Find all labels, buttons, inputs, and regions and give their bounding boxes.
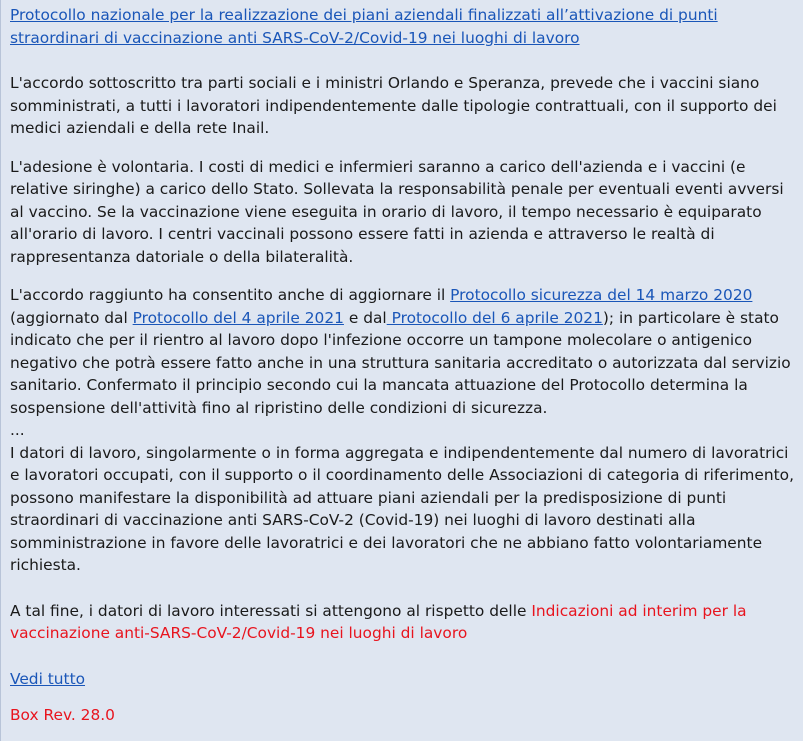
protocollo-4-aprile-link[interactable]: Protocollo del 4 aprile 2021	[132, 308, 344, 327]
spacer	[10, 577, 795, 600]
spacer	[10, 690, 795, 704]
revision-label: Box Rev. 28.0	[10, 706, 115, 724]
paragraph-adesione: L'adesione è volontaria. I costi di medici e infermieri saranno a carico dell'azienda e i vaccini (e relative siringhe) a carico dello Stato. Sollevata la responsabilità penale per eventuali eventi avversi al vaccino. Se la vaccinazione viene eseguita in orario di lavoro, il tempo necessario è equiparato all'orario di lavoro. I centri vaccinali possono essere fatti in azienda e attraverso le realtà di rappresentanza datoriale o della bilateralità.	[10, 157, 784, 266]
spacer	[10, 645, 795, 668]
paragraph-datori: I datori di lavoro, singolarmente o in forma aggregata e indipendentemente dal numero di lavoratrici e lavoratori occupati, con il supporto o il coordinamento delle Associazioni di categoria di riferimento, possono manifestare la disponibilità ad attuare piani aziendali per la predisposizione di punti straordinari di vaccinazione anti SARS-CoV-2 (Covid-19) nei luoghi di lavoro destinati alla somministrazione in favore delle lavoratrici e dei lavoratori che ne abbiano fatto volontariamente richiesta.	[10, 443, 794, 574]
paragraph-indicazioni	[10, 600, 795, 645]
protocollo-14-marzo-link[interactable]: Protocollo sicurezza del 14 marzo 2020	[450, 286, 753, 304]
text-fragment: ); in particolare è stato indicato che per il rientro al lavoro dopo l'infezione occorre un tampone molecolare o antigenico negativo che potrà essere fatto anche in una struttura sanitaria accreditato o autorizzata dal servizio sanitario. Confermato il principio secondo cui la mancata attuazione del Protocollo determina la sospensione dell'attività fino al ripristino delle condizioni di sicurezza.	[10, 308, 791, 417]
indicazioni-highlight: Indicazioni ad interim per la vaccinazione anti-SARS-CoV-2/Covid-19 nei luoghi di lavoro	[10, 601, 747, 642]
paragraph-aggiornamento	[10, 284, 795, 419]
see-all-paragraph	[10, 668, 795, 691]
spacer	[10, 140, 795, 156]
text-fragment: L'accordo raggiunto ha consentito anche di aggiornare il	[10, 286, 451, 304]
protocol-title-link[interactable]: Protocollo nazionale per la realizzazione dei piani aziendali finalizzati all’attivazione di punti straordinari di vaccinazione anti SARS-CoV-2/Covid-19 nei luoghi di lavoro	[10, 6, 718, 47]
see-all-link[interactable]: Vedi tutto	[10, 669, 86, 688]
spacer	[10, 268, 795, 284]
title-paragraph	[10, 4, 795, 49]
paragraph-accordo: L'accordo sottoscritto tra parti sociali e i ministri Orlando e Speranza, prevede che i vaccini siano somministrati, a tutti i lavoratori indipendentemente dalle tipologie contrattuali, con il supporto dei medici aziendali e della rete Inail.	[10, 74, 777, 137]
spacer	[10, 49, 795, 72]
text-fragment: (aggiornato dal	[10, 308, 133, 327]
ellipsis: ...	[10, 421, 25, 439]
text-fragment: e dal	[343, 308, 387, 327]
protocollo-6-aprile-link[interactable]: Protocollo del 6 aprile 2021	[386, 308, 603, 327]
text-fragment: A tal fine, i datori di lavoro interessati si attengono al rispetto delle	[10, 601, 532, 620]
